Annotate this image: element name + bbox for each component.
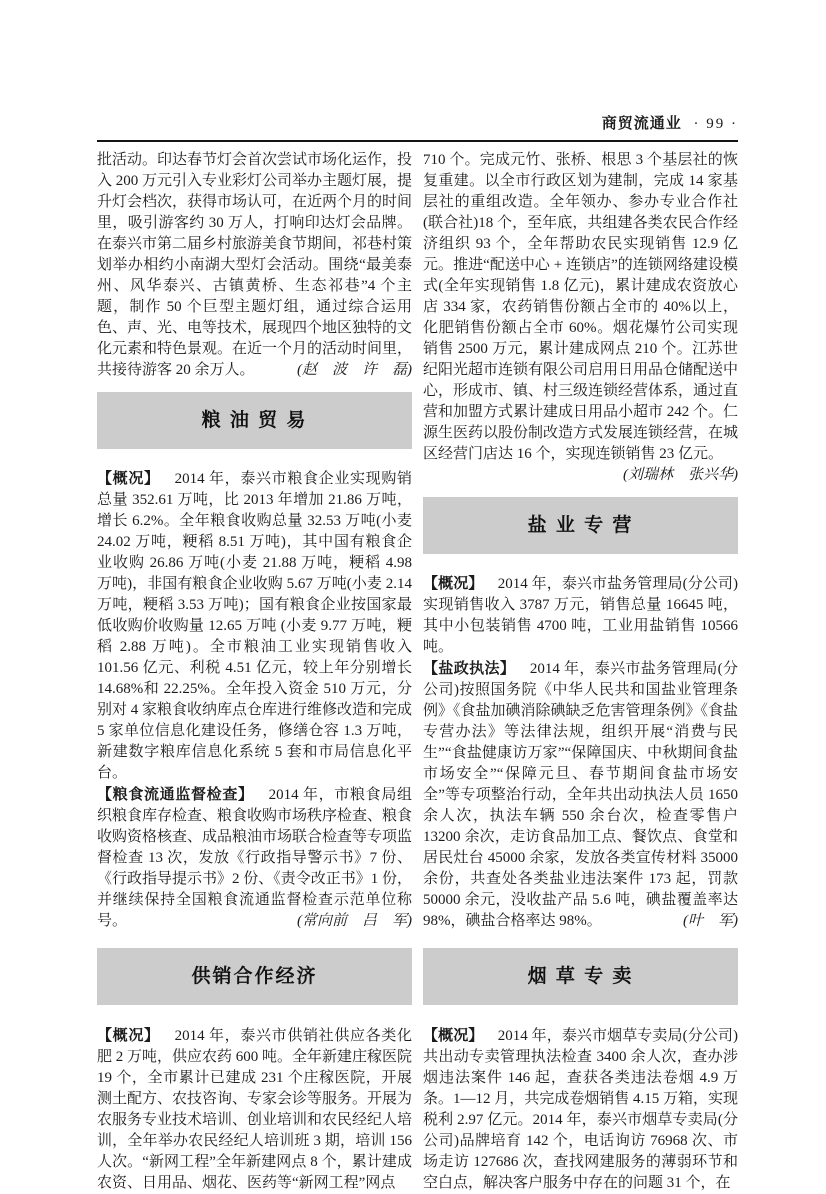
salt-enforcement-signature: (叶 军) <box>683 913 738 929</box>
grain-supervision-signature: (常向前 吕 军) <box>297 913 412 929</box>
section-header-salt-monopoly <box>423 497 738 554</box>
coop-continuation-paragraph <box>423 150 738 486</box>
page-number: · 99 · <box>693 116 738 132</box>
salt-overview-paragraph <box>423 573 738 658</box>
intro-paragraph-signature: (赵 波 许 磊) <box>297 362 412 378</box>
grain-supervision-text: 2014 年，市粮食局组织粮食库存检查、粮食收购市场秩序检查、粮食收购资格核查、成品粮油市场联合检查等专项监督检查 13 次，发放《行政指导警示书》7 份、《行政指导提示书》2 份、《责令改正书》1 份，并继续保持全国粮食流通监督检查示范单位称号。 <box>97 787 413 929</box>
page <box>97 0 738 1194</box>
intro-paragraph <box>97 150 412 381</box>
section-header-tobacco-monopoly <box>423 948 738 1005</box>
tobacco-overview-label: 【概况】 <box>423 1027 484 1044</box>
section-header-supply-marketing-coop <box>97 948 412 1005</box>
coop-continuation-signature: (刘瑞林 张兴华) <box>623 467 738 483</box>
running-head-title: 商贸流通业 <box>601 115 682 132</box>
column-right <box>423 150 738 1194</box>
grain-supervision-label: 【粮食流通监督检查】 <box>97 786 254 803</box>
intro-paragraph-text: 批活动。印达春节灯会首次尝试市场化运作，投入 200 万元引入专业彩灯公司举办主题灯展，提升灯会档次，获得市场认可，在近两个月的时间里，吸引游客约 30 万人，打响印达灯会品牌。在泰兴市第二届乡村旅游美食节期间，祁巷村策划举办相约小南湖大型灯会活动。围绕“最美泰州、风华泰兴、古镇黄桥、生态祁巷”4 个主题，制作 50 个巨型主题灯组，通过综合运用色、声、光、电等技术，展现四个地区独特的文化元素和特色景观。在近一个月的活动时间里，共接待游客 20 余万人。 <box>97 152 413 378</box>
coop-overview-text: 2014 年，泰兴市供销社供应各类化肥 2 万吨，供应农药 600 吨。全年新建庄稼医院 19 个，全市累计已建成 231 个庄稼医院，开展测土配方、农技咨询、专家会诊等服务。开展为农服务专业技术培训、创业培训和农民经纪人培训，全年举办农民经纪人培训班 3 期，培训 156 人次。“新网工程”全年新建网点 8 个，累计建成农资、日用品、烟花、医药等“新网工程”网点 <box>97 1028 413 1191</box>
coop-continuation-text: 710 个。完成元竹、张桥、根思 3 个基层社的恢复重建。以全市行政区划为建制，完成 14 家基层社的重组改造。全年领办、参办专业合作社(联合社)18 个，至年底，共组建各类农民合作经济组织 93 个，全年帮助农民实现销售 12.9 亿元。推进“配送中心 + 连锁店”的连锁网络建设模式(全年实现销售 1.8 亿元)，累计建成农资放心店 334 家，农药销售份额占全市的 40%以上，化肥销售份额占全市 60%。烟花爆竹公司实现销售 2500 万元，累计建成网点 210 个。江苏世纪阳光超市连锁有限公司启用日用品仓储配送中心，形成市、镇、村三级连锁经营体系，通过直营和加盟方式累计建成日用品小超市 242 个。仁源生医药以股份制改造方式发展连锁经营，在城区经营门店达 16 个，实现连锁销售 23 亿元。 <box>423 152 739 462</box>
grain-overview-text: 2014 年，泰兴市粮食企业实现购销总量 352.61 万吨，比 2013 年增加 21.86 万吨，增长 6.2%。全年粮食收购总量 32.53 万吨(小麦 24.02 万吨，粳稻 8.51 万吨)，其中国有粮食企业收购 26.86 万吨(小麦 21.88 万吨，粳稻 4.98 万吨)，非国有粮食企业收购 5.67 万吨(小麦 2.14 万吨，粳稻 3.53 万吨)；国有粮食企业按国家最低收购价收购量 12.65 万吨 (小麦 9.77 万吨，粳稻 2.88 万吨)。全市粮油工业实现销售收入 101.56 亿元、利税 4.51 亿元，较上年分别增长 14.68%和 22.25%。全年投入资金 510 万元，分别对 4 家粮食收纳库点仓库进行维修改造和完成 5 家单位信息化建设任务，修缮仓容 1.3 万吨，新建数字粮库信息化系统 5 套和市局信息化平台。 <box>97 471 413 781</box>
salt-overview-label: 【概况】 <box>423 575 484 592</box>
section-title-tobacco-monopoly: 烟 草 专 卖 <box>527 966 634 987</box>
grain-overview-paragraph <box>97 468 412 784</box>
two-column-layout <box>97 150 738 1194</box>
salt-overview-text: 2014 年，泰兴市盐务管理局(分公司)实现销售收入 3787 万元，销售总量 16645 吨，其中小包装销售 4700 吨，工业用盐销售 10566 吨。 <box>423 576 738 655</box>
section-title-supply-marketing-coop: 供销合作经济 <box>191 966 318 987</box>
grain-overview-label: 【概况】 <box>97 470 160 487</box>
salt-enforcement-text: 2014 年，泰兴市盐务管理局(分公司)按照国务院《中华人民共和国盐业管理条例》《食盐加碘消除碘缺乏危害管理条例》《食盐专营办法》等法律法规，组织开展“消费与民生”“食盐健康访万家”“保障国庆、中秋期间食盐市场安全”“保障元旦、春节期间食盐市场安全”等专项整治行动，全年共出动执法人员 1650 余人次，执法车辆 550 余台次，检查零售户 13200 余次，走访食品加工点、餐饮点、食堂和居民灶台 45000 余家，发放各类宣传材料 35000 余份，共查处各类盐业违法案件 173 起，罚款 50000 余元，没收盐产品 5.6 吨，碘盐覆盖率达 98%，碘盐合格率达 98%。 <box>423 661 739 929</box>
section-header-grain-oil-trade <box>97 392 412 449</box>
salt-enforcement-label: 【盐政执法】 <box>423 660 516 677</box>
section-title-salt-monopoly: 盐 业 专 营 <box>527 515 634 536</box>
header-rule <box>97 140 738 142</box>
salt-enforcement-paragraph <box>423 658 738 932</box>
tobacco-overview-text: 2014 年，泰兴市烟草专卖局(分公司)共出动专卖管理执法检查 3400 余人次，查办涉烟违法案件 146 起，查获各类违法卷烟 4.9 万条。1—12 月，共完成卷烟销售 4.15 万箱，实现税利 2.97 亿元。2014 年，泰兴市烟草专卖局(分公司)品牌培育 142 个，电话询访 76968 次、市场走访 127686 次，查找网建服务的薄弱环节和空白点，解决客户服务中存在的问题 31 个，在 <box>423 1028 739 1191</box>
column-left <box>97 150 412 1194</box>
coop-overview-label: 【概况】 <box>97 1027 160 1044</box>
grain-supervision-paragraph <box>97 784 412 932</box>
section-title-grain-oil-trade: 粮 油 贸 易 <box>201 410 308 431</box>
running-head <box>97 112 738 133</box>
